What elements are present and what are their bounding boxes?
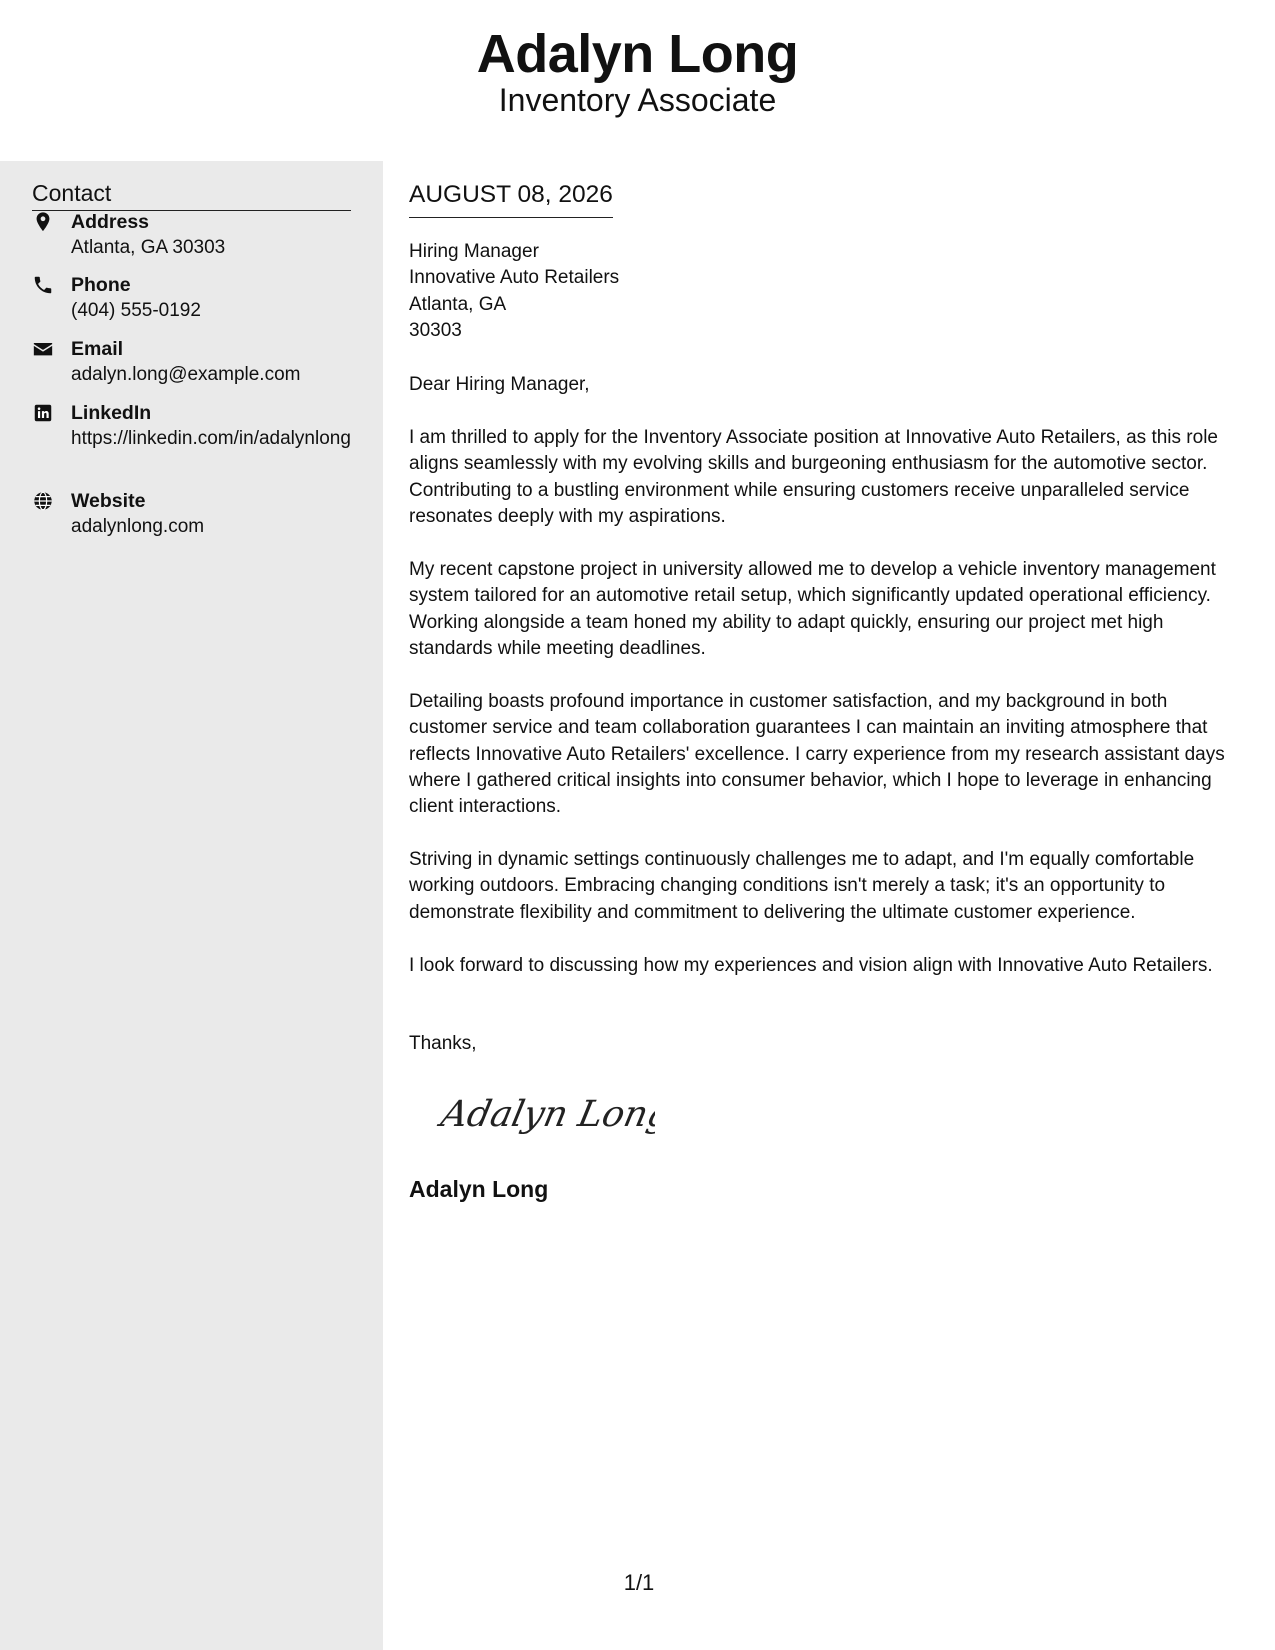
contact-value: https://linkedin.com/in/adalynlong [71,428,351,449]
body-paragraph: My recent capstone project in university allowed me to develop a vehicle inventory management system tailored for an automotive retail setup, which significantly updated operational efficiency. Working alongside a team honed my ability to adapt quickly, ensuring our project met high standards while meeting deadlines. [409,559,1216,659]
recipient-line: Hiring Manager [409,241,539,262]
letter-header [0,0,1275,160]
contact-value: (404) 555-0192 [71,300,201,321]
body-paragraph: Detailing boasts profound importance in customer satisfaction, and my background in both customer service and team collaboration guarantees I can maintain an inviting atmosphere that reflects Innovative Auto Retailers' excellence. I carry experience from my research assistant days where I gathered critical insights into consumer behavior, which I hope to leverage in enhancing client interactions. [409,691,1225,818]
applicant-title: Inventory Associate [498,82,777,118]
recipient-line: 30303 [409,319,462,341]
body-paragraph: Striving in dynamic settings continuously challenges me to adapt, and I'm equally comfortable working outdoors. Embracing changing conditions isn't merely a task; it's an opportunity to demonstrate flexibility and commitment to delivering the ultimate customer experience. [409,849,1195,923]
contact-label: Address [71,211,150,233]
body-paragraph: I am thrilled to apply for the Inventory Associate position at Innovative Auto Retailers, as this role aligns seamlessly with my evolving skills and burgeoning enthusiasm for the automotive sector. Contributing to a bustling environment while ensuring customers receive unparalleled service resonates deeply with my aspirations. [409,427,1218,527]
map-pin-icon [32,211,58,233]
contact-label: Website [71,490,146,512]
contact-value: adalynlong.com [71,516,205,537]
recipient-line: Atlanta, GA [409,293,507,315]
contact-sidebar [0,161,383,1650]
handwritten-signature [435,1081,655,1141]
contact-label: Email [71,338,124,360]
page-number: 1/1 [623,1570,655,1595]
envelope-icon [32,338,58,360]
body-paragraph: I look forward to discussing how my experiences and vision align with Innovative Auto Retailers. [409,955,1213,976]
recipient-line: Innovative Auto Retailers [409,267,620,289]
phone-icon [32,274,58,296]
closing: Thanks, [409,1033,477,1054]
contact-label: Phone [71,274,131,296]
signer-name: Adalyn Long [409,1176,549,1202]
contact-value: Atlanta, GA 30303 [71,237,226,258]
contact-label: LinkedIn [71,402,152,424]
globe-icon [32,490,58,512]
salutation: Dear Hiring Manager, [409,374,590,395]
signature-text: Adalyn Long [437,1092,655,1135]
letter-date: AUGUST 08, 2026 [409,179,613,218]
recipient-block [409,239,619,344]
contact-value: adalyn.long@example.com [71,364,301,385]
applicant-name: Adalyn Long [476,24,799,84]
contact-section-title: Contact [32,177,351,211]
linkedin-icon [32,402,58,424]
